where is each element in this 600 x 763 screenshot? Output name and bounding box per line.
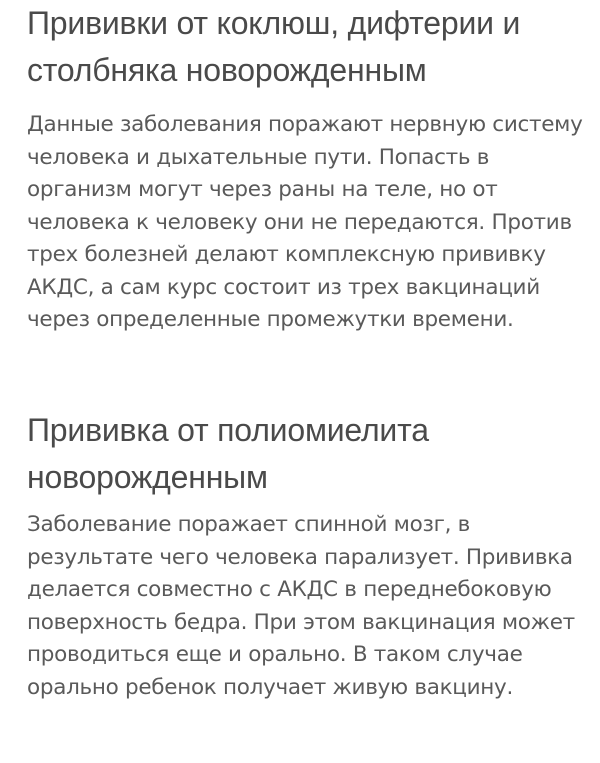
section-body-polio-vaccine: Заболевание поражает спинной мозг, в результате чего человека парализует. Прививка делается совместно с АКДС в переднебоковую поверхность бедра. При этом вакцинация может проводиться еще и орально. В таком случае орально ребенок получает живую вакцину. — [27, 512, 575, 700]
section-heading-dtp-vaccine: Прививки от коклюш, дифтерии и столбняка новорожденным — [27, 5, 521, 88]
section-body-dtp-vaccine: Данные заболевания поражают нервную систему человека и дыхательные пути. Попасть в организм могут через раны на теле, но от человека к человеку они не передаются. Против трех болезней делают комплексную прививку АКДС, а сам курс состоит из трех вакцинаций через определенные промежутки времени. — [27, 112, 583, 332]
section-heading-polio-vaccine: Прививка от полиомиелита новорожденным — [27, 412, 429, 495]
